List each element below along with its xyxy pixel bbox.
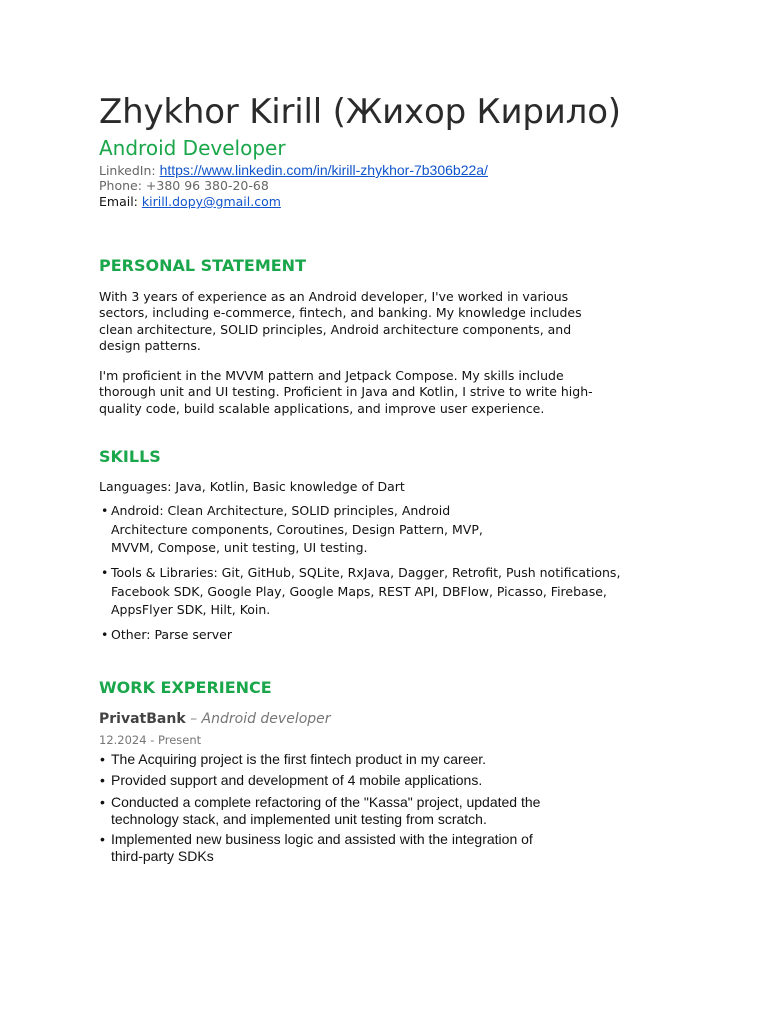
bullet-glyph: • (100, 831, 105, 847)
email-link[interactable]: kirill.dopy@gmail.com (141, 194, 281, 209)
skill-item-text: Android: Clean Architecture, SOLID principles, Android Architecture components, Coroutines, Design Pattern, MVP, MVVM, Compose, unit testing, UI testing. (111, 503, 483, 556)
candidate-role: Android Developer (99, 136, 286, 160)
bullet-glyph: • (100, 794, 105, 810)
skill-item (99, 502, 529, 558)
work-experience-title: WORK EXPERIENCE (99, 678, 272, 697)
job-position: Android developer (201, 711, 331, 727)
personal-statement-title: PERSONAL STATEMENT (99, 256, 306, 275)
bullet-glyph: • (101, 627, 109, 642)
linkedin-line (99, 162, 488, 179)
bullet-glyph: • (100, 751, 105, 767)
skills-languages: Languages: Java, Kotlin, Basic knowledge of Dart (99, 479, 405, 494)
phone-line: Phone: +380 96 380-20-68 (99, 178, 269, 193)
job-bullet (99, 831, 559, 864)
skill-item (99, 564, 659, 620)
bullet-glyph: • (101, 565, 109, 580)
job-bullet-text: Provided support and development of 4 mobile applications. (111, 772, 483, 788)
statement-paragraph: With 3 years of experience as an Android developer, I've worked in various sectors, including e-commerce, fintech, and banking. My knowledge includes clean architecture, SOLID principles, Android architecture components, and design patterns. (99, 289, 582, 354)
job-bullet-text: Conducted a complete refactoring of the "Kassa" project, updated the technology stack, and implemented unit testing from scratch. (111, 794, 541, 827)
skills-title: SKILLS (99, 447, 161, 466)
job-bullet (99, 751, 559, 768)
bullet-glyph: • (101, 503, 109, 518)
job-bullet-text: Implemented new business logic and assisted with the integration of third-party SDKs (111, 831, 533, 864)
linkedin-label: LinkedIn: (99, 163, 160, 178)
email-line (99, 194, 281, 210)
job-bullet (99, 794, 559, 827)
job-company: PrivatBank (99, 711, 186, 727)
skill-item (99, 626, 659, 645)
statement-paragraph: I'm proficient in the MVVM pattern and Jetpack Compose. My skills include thorough unit and UI testing. Proficient in Java and Kotlin, I strive to write high-quality code, build scalable applications, and improve user experience. (99, 368, 593, 416)
candidate-name: Zhykhor Kirill (Жихор Кирило) (99, 92, 621, 132)
job-dates: 12.2024 - Present (99, 733, 202, 747)
bullet-glyph: • (100, 772, 105, 788)
job-header (99, 710, 331, 728)
linkedin-link[interactable]: https://www.linkedin.com/in/kirill-zhykhor-7b306b22a/ (159, 162, 488, 178)
job-bullet (99, 772, 559, 789)
email-label: Email: (99, 194, 142, 209)
job-separator: – (185, 711, 202, 727)
skill-item-text: Tools & Libraries: Git, GitHub, SQLite, RxJava, Dagger, Retrofit, Push notifications, Facebook SDK, Google Play, Google Maps, REST API, DBFlow, Picasso, Firebase, AppsFlyer SDK, Hilt, Koin. (111, 565, 621, 618)
job-bullet-text: The Acquiring project is the first fintech product in my career. (111, 751, 487, 767)
skill-item-text: Other: Parse server (111, 627, 232, 642)
